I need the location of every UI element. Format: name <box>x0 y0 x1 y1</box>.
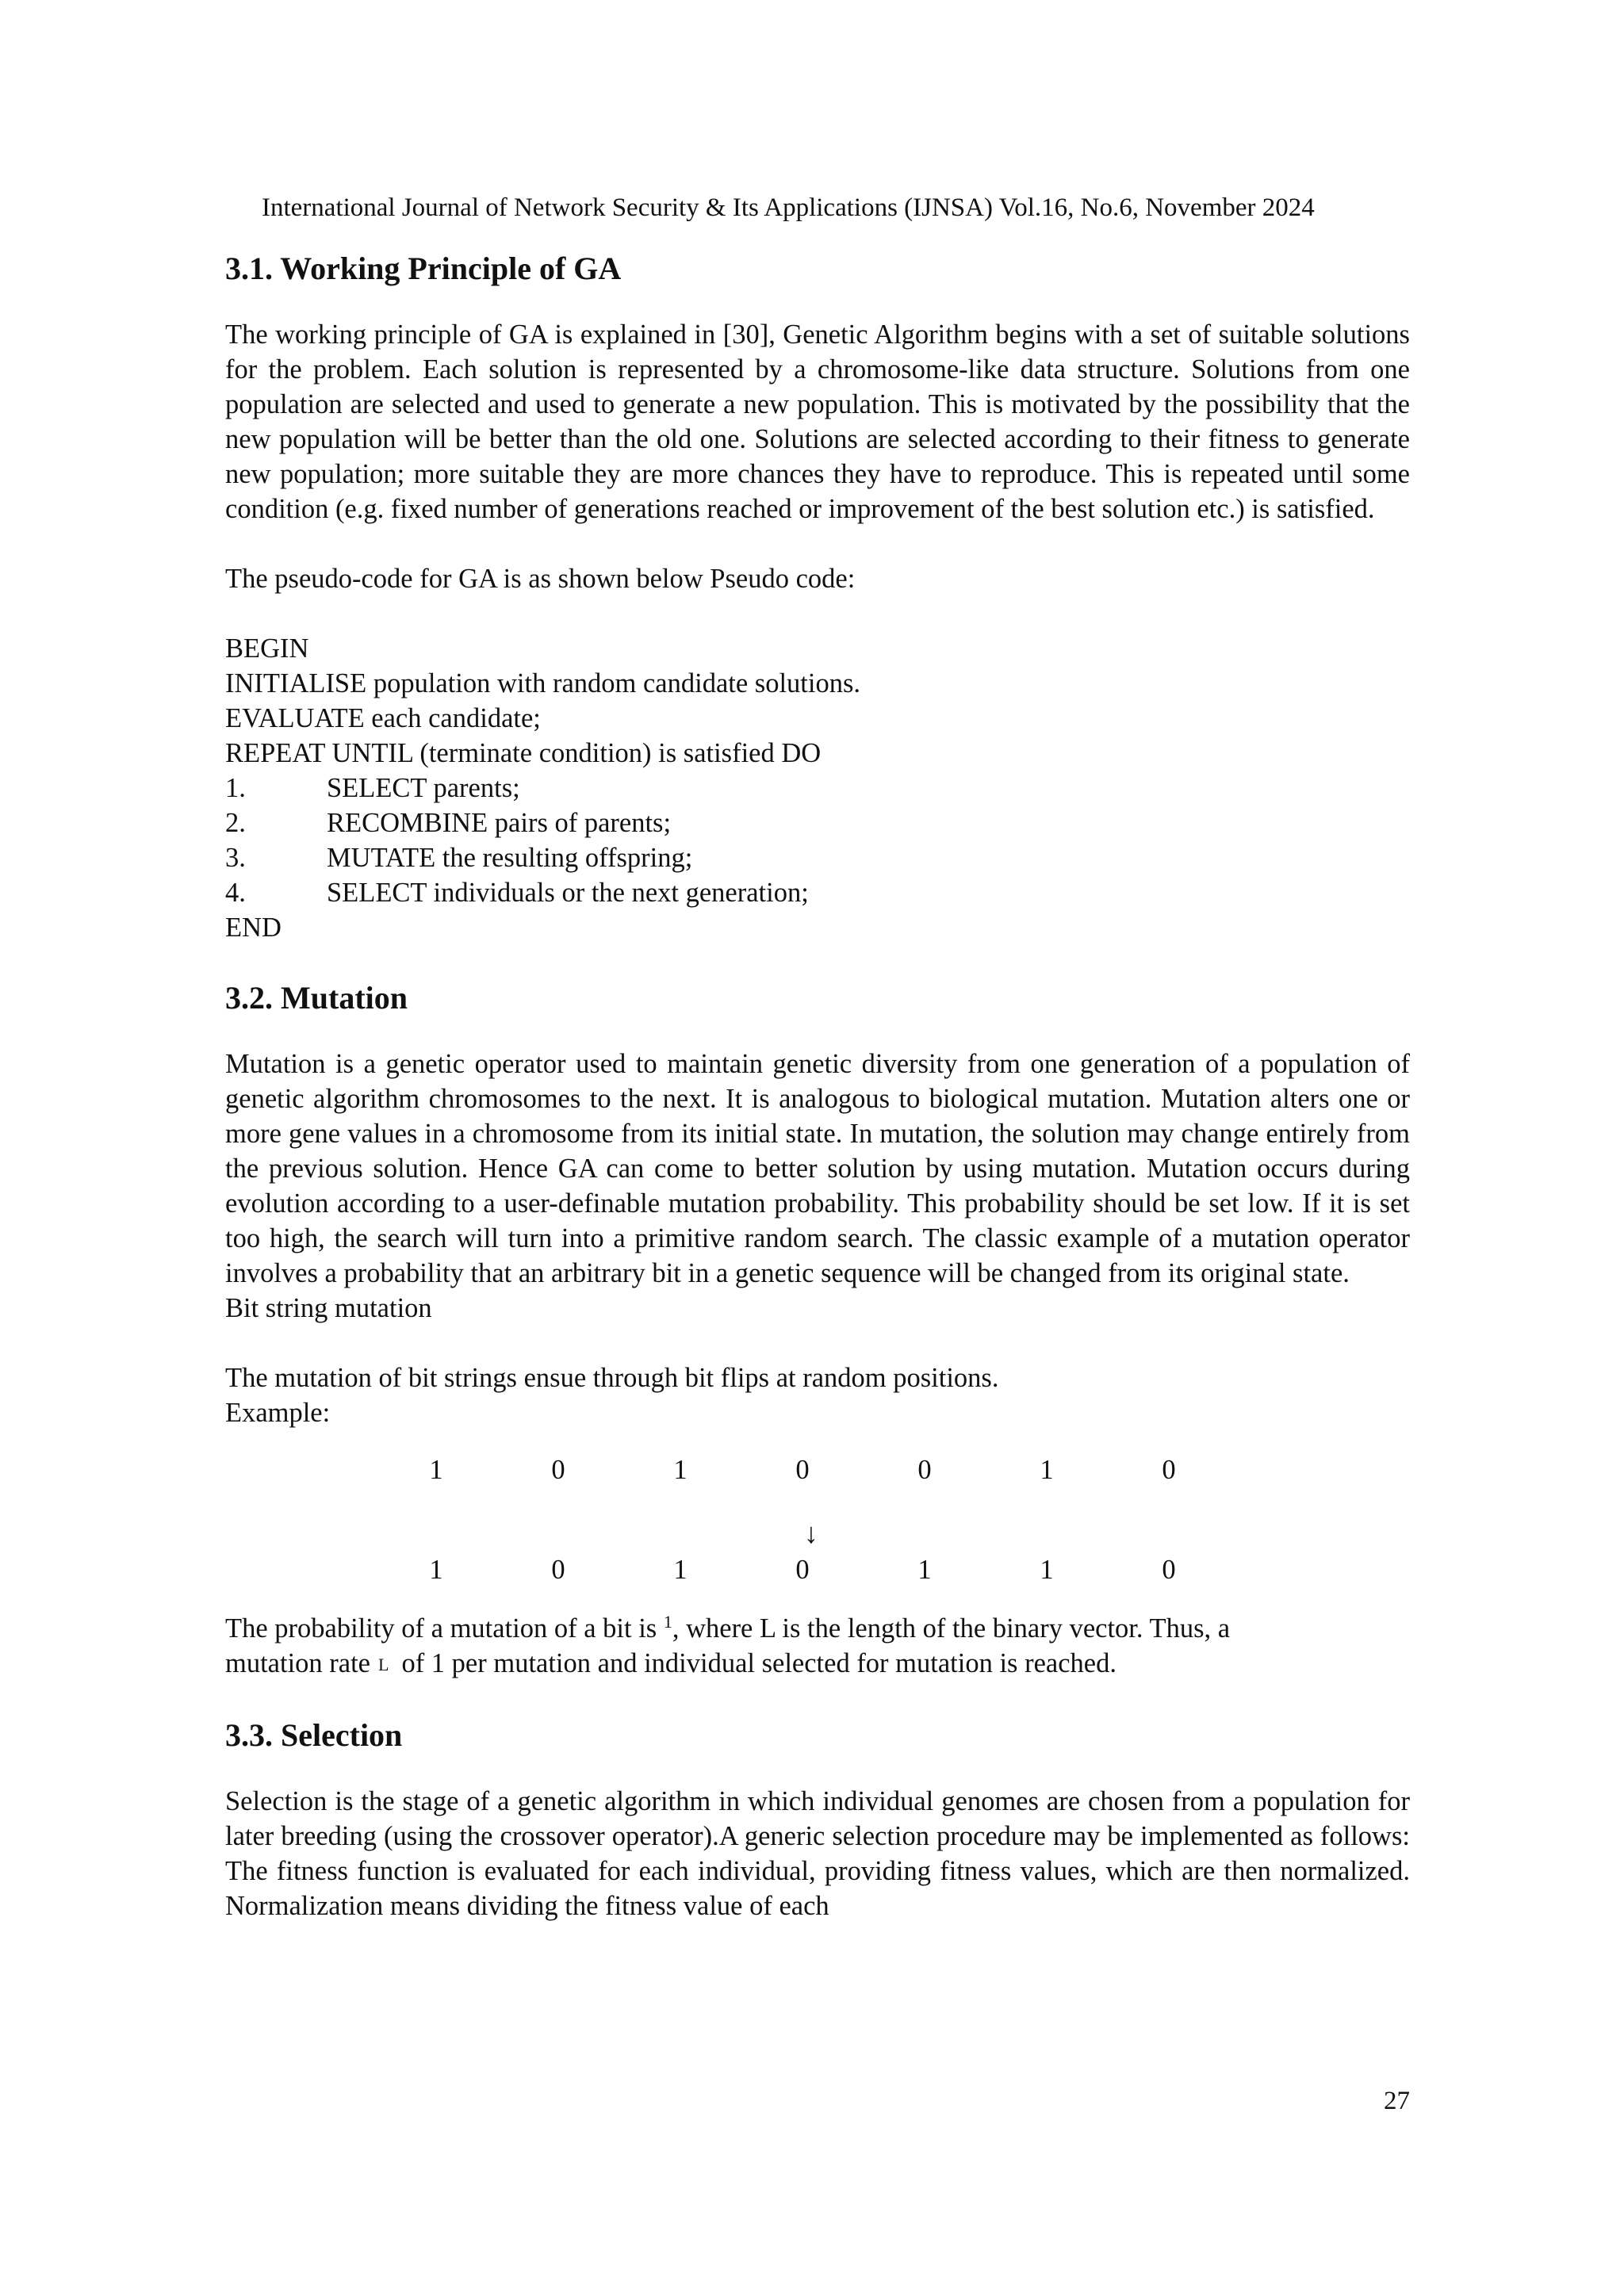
probability-text: of 1 per mutation and individual selected for mutation is reached. <box>401 1648 1116 1678</box>
down-arrow-icon: ↓ <box>804 1517 818 1549</box>
bit: 0 <box>1162 1455 1176 1485</box>
pseudo-step <box>225 840 1410 875</box>
pseudo-step <box>225 771 1410 806</box>
page-body <box>225 247 1410 1923</box>
pseudo-code-intro: The pseudo-code for GA is as shown below Pseudo code: <box>225 564 856 594</box>
bit: 1 <box>673 1455 688 1485</box>
bit: 1 <box>1040 1555 1054 1585</box>
probability-fraction-numerator: 1 <box>663 1612 672 1632</box>
section-heading-3-1: 3.1. Working Principle of GA <box>225 251 622 286</box>
pseudo-step-number: 2. <box>225 808 246 838</box>
working-principle-paragraph: The working principle of GA is explained in [30], Genetic Algorithm begins with a set of suitable solutions for the problem. Each solution is represented by a chromosome-like data structure. Solutions from one population are selected and used to generate a new population. This is motivated by the possibility that the new population will be better than the old one. Solutions are selected according to their fitness to generate new population; more suitable they are more chances they have to reproduce. This is repeated until some condition (e.g. fixed number of generations reached or improvement of the best solution etc.) is satisfied. <box>225 320 1410 524</box>
bit: 1 <box>673 1555 688 1585</box>
pseudo-end: END <box>225 913 282 943</box>
bit-flip-intro: The mutation of bit strings ensue through bit flips at random positions. <box>225 1363 999 1393</box>
bit: 1 <box>917 1555 932 1585</box>
pseudo-step-text: MUTATE the resulting offspring; <box>327 843 693 873</box>
section-heading-3-3: 3.3. Selection <box>225 1717 403 1753</box>
example-label: Example: <box>225 1398 331 1428</box>
pseudo-step-number: 1. <box>225 773 246 803</box>
mutation-probability-line-2 <box>225 1646 1410 1682</box>
section-heading-3-2: 3.2. Mutation <box>225 980 408 1016</box>
pseudo-initialise: INITIALISE population with random candidate solutions. <box>225 668 861 698</box>
bits-before-row <box>225 1452 1410 1487</box>
bit-string-mutation-label: Bit string mutation <box>225 1293 432 1323</box>
bit: 0 <box>917 1455 932 1485</box>
running-header: International Journal of Network Security & Its Applications (IJNSA) Vol.16, No.6, November 2024 <box>262 193 1315 222</box>
probability-fraction-denominator: L <box>377 1655 389 1674</box>
bit: 1 <box>1040 1455 1054 1485</box>
bit: 1 <box>429 1555 443 1585</box>
probability-text: , where L is the length of the binary vector. Thus, a <box>672 1613 1231 1644</box>
pseudo-step-text: RECOMBINE pairs of parents; <box>327 808 672 838</box>
pseudo-step-number: 3. <box>225 843 246 873</box>
page-number: 27 <box>1384 2087 1410 2115</box>
pseudo-step-text: SELECT individuals or the next generation; <box>327 878 809 908</box>
bit: 0 <box>1162 1555 1176 1585</box>
bit: 1 <box>429 1455 443 1485</box>
pseudo-step <box>225 806 1410 840</box>
pseudo-step-text: SELECT parents; <box>327 773 520 803</box>
pseudo-repeat: REPEAT UNTIL (terminate condition) is satisfied DO <box>225 738 822 768</box>
bit-mutation-example <box>225 1452 1410 1587</box>
probability-text: The probability of a mutation of a bit is <box>225 1613 657 1644</box>
mutation-probability-line-1 <box>225 1605 1410 1646</box>
selection-paragraph: Selection is the stage of a genetic algorithm in which individual genomes are chosen from a population for later breeding (using the crossover operator).A generic selection procedure may be implemented as follows: The fitness function is evaluated for each individual, providing fitness values, which are then normalized. Normalization means dividing the fitness value of each <box>225 1786 1410 1921</box>
bits-after-row <box>225 1552 1410 1587</box>
bit: 0 <box>795 1555 810 1585</box>
pseudo-step-number: 4. <box>225 878 246 908</box>
pseudo-code-block <box>225 631 1410 945</box>
bit: 0 <box>551 1455 565 1485</box>
bit: 0 <box>795 1455 810 1485</box>
pseudo-evaluate: EVALUATE each candidate; <box>225 703 541 733</box>
pseudo-begin: BEGIN <box>225 633 309 664</box>
probability-text: mutation rate <box>225 1648 370 1678</box>
pseudo-step <box>225 875 1410 910</box>
bit: 0 <box>551 1555 565 1585</box>
mutation-paragraph: Mutation is a genetic operator used to maintain genetic diversity from one generation of a population of genetic algorithm chromosomes to the next. It is analogous to biological mutation. Mutation alters one or more gene values in a chromosome from its initial state. In mutation, the solution may change entirely from the previous solution. Hence GA can come to better solution by using mutation. Mutation occurs during evolution according to a user-definable mutation probability. This probability should be set low. If it is set too high, the search will turn into a primitive random search. The classic example of a mutation operator involves a probability that an arbitrary bit in a genetic sequence will be changed from its original state. <box>225 1049 1410 1288</box>
